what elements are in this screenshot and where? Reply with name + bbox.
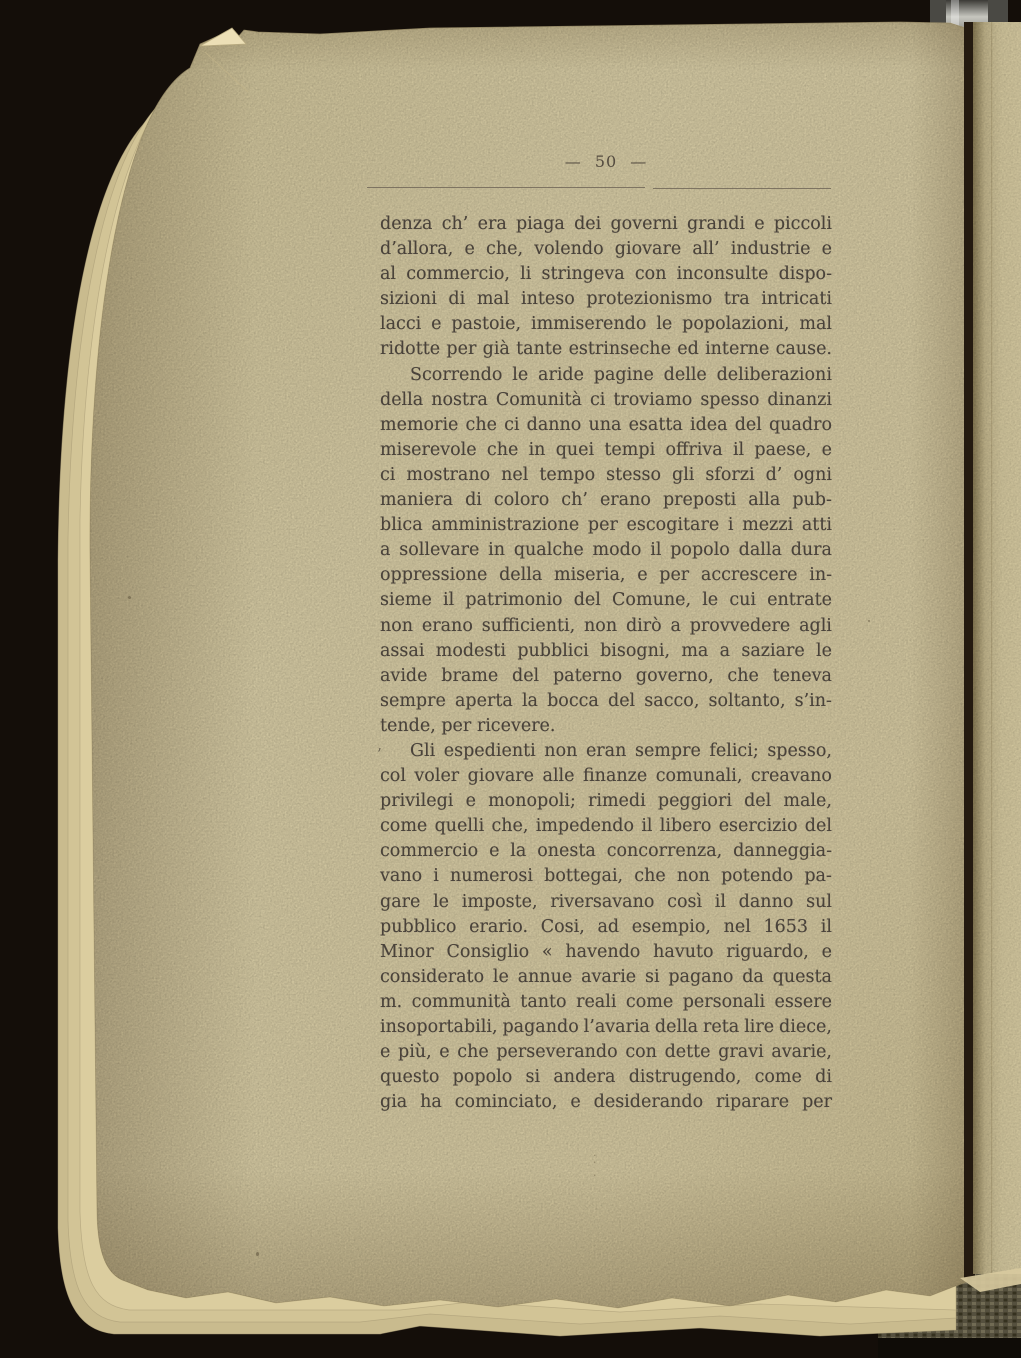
text-line: m. communità tanto reali come personali essere: [380, 991, 832, 1012]
text-line: vano i numerosi bottegai, che non potendo pa-: [380, 866, 832, 887]
print-artifact: ’: [377, 745, 382, 763]
text-line: Minor Consiglio « havendo havuto riguardo, e: [380, 941, 832, 962]
text-line: a sollevare in qualche modo il popolo dalla dura: [380, 540, 832, 561]
text-line: oppressione della miseria, e per accrescere in-: [380, 565, 832, 586]
text-line: d’allora, e che, volendo giovare all’ industrie e: [380, 239, 832, 260]
text-line: maniera di coloro ch’ erano preposti alla pub-: [380, 490, 832, 511]
text-line: blica amministrazione per escogitare i mezzi atti: [380, 515, 832, 536]
text-line: ci mostrano nel tempo stesso gli sforzi d’ ogni: [380, 464, 832, 485]
paragraph: [380, 739, 832, 1115]
page-number: — 50 —: [564, 152, 648, 171]
dog-ear-fold: [200, 28, 246, 46]
text-line: insoportabili, pagando l’avaria della reta lire diece,: [380, 1017, 832, 1037]
text-line: lacci e pastoie, immiserendo le popolazioni, mal: [380, 314, 832, 335]
text-line: al commercio, li stringeva con inconsulte dispo-: [380, 264, 832, 285]
text-line: avide brame del paterno governo, che teneva: [380, 665, 832, 686]
text-line: sizioni di mal inteso protezionismo tra intricati: [380, 289, 832, 310]
text-line: questo popolo si andera distrugendo, come di: [380, 1067, 832, 1088]
text-line: sempre aperta la bocca del sacco, soltanto, s’in-: [380, 690, 832, 711]
header-rule: [367, 187, 645, 188]
text-line: assai modesti pubblici bisogni, ma a saziare le: [380, 640, 832, 661]
text-line: considerato le annue avarie si pagano da questa: [380, 966, 832, 987]
text-line: Gli espedienti non eran sempre felici; spesso,: [410, 740, 832, 761]
text-line: tende, per ricevere.: [380, 715, 556, 736]
text-line: gia ha cominciato, e desiderando riparare per: [380, 1092, 832, 1113]
text-line: denza ch’ era piaga dei governi grandi e piccoli: [380, 214, 832, 234]
paragraph: [380, 363, 832, 739]
text-line: commercio e la onesta concorrenza, danneggia-: [380, 841, 832, 862]
text-line: pubblico erario. Cosi, ad esempio, nel 1653 il: [380, 916, 832, 937]
text-line: memorie che ci danno una esatta idea del quadro: [380, 414, 832, 435]
text-line: miserevole che in quei tempi offriva il paese, e: [380, 439, 832, 460]
text-line: e più, e che perseverando con dette gravi avarie,: [380, 1042, 832, 1063]
header-rule: [653, 188, 831, 189]
paper-speck: [128, 596, 131, 599]
text-block: [380, 212, 832, 1115]
text-line: sieme il patrimonio del Comune, le cui entrate: [380, 590, 832, 611]
text-line: gare le imposte, riversavano così il danno sul: [380, 891, 832, 912]
text-line: privilegi e monopoli; rimedi peggiori del male,: [380, 791, 832, 812]
paper-speck: [256, 1252, 259, 1256]
text-line: Scorrendo le aride pagine delle deliberazioni: [410, 364, 832, 385]
print-artifact: . · .: [593, 1146, 597, 1179]
text-line: non erano sufficienti, non dirò a provvedere agli: [380, 615, 832, 636]
text-line: come quelli che, impedendo il libero esercizio del: [380, 816, 832, 837]
paragraph: [380, 212, 832, 363]
paper-speck: [868, 620, 870, 622]
text-line: della nostra Comunità ci troviamo spesso dinanzi: [380, 389, 832, 410]
text-line: ridotte per già tante estrinseche ed interne cause.: [380, 339, 832, 360]
text-line: col voler giovare alle finanze comunali, creavano: [380, 766, 832, 787]
